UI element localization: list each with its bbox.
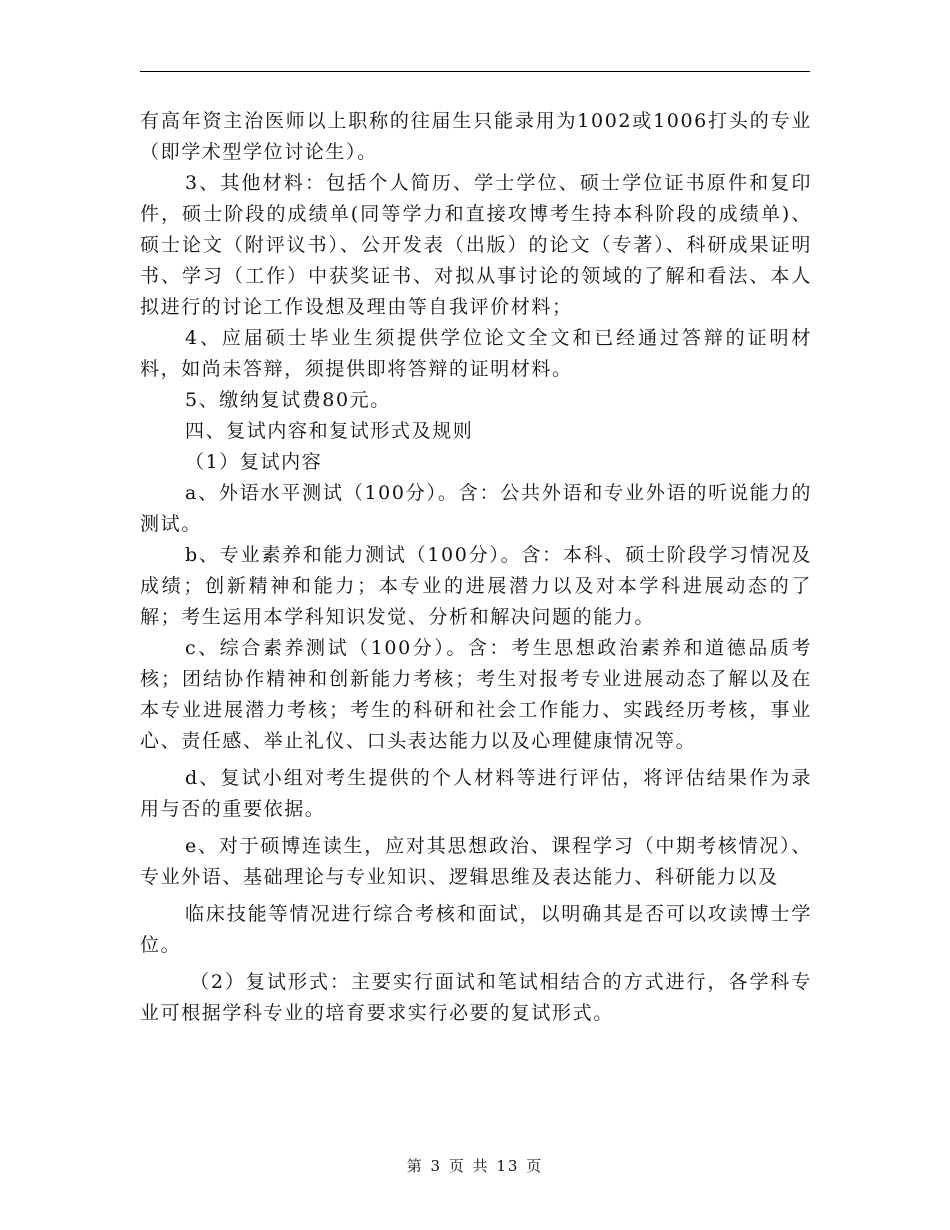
page-number-footer: 第 3 页 共 13 页 xyxy=(406,1157,544,1175)
paragraph-item-b: b、专业素养和能力测试（100分）。含：本科、硕士阶段学习情况及成绩；创新精神和能力；本专业的进展潜力以及对本学科进展动态的了解；考生运用本学科知识发觉、分析和解决问题的能力。 xyxy=(140,544,812,628)
subheading-retest-content: （1）复试内容 xyxy=(185,451,323,473)
paragraph-item-e: e、对于硕博连读生，应对其思想政治、课程学习（中期考核情况）、专业外语、基础理论与专业知识、逻辑思维及表达能力、科研能力以及 xyxy=(140,835,812,888)
paragraph-item-c: c、综合素养测试（100分）。含：考生思想政治素养和道德品质考核；团结协作精神和创新能力考核；考生对报考专业进展动态了解以及在本专业进展潜力考核；考生的科研和社会工作能力、实践经历考核，事业心、责任感、举止礼仪、口头表达能力以及心理健康情况等。 xyxy=(140,637,812,752)
document-body xyxy=(140,106,812,1029)
paragraph-item-4-graduates: 4、应届硕士毕业生须提供学位论文全文和已经通过答辩的证明材料，如尚未答辩，须提供即将答辩的证明材料。 xyxy=(140,327,812,380)
section-heading-4: 四、复试内容和复试形式及规则 xyxy=(185,420,474,442)
paragraph-item-5-fee: 5、缴纳复试费80元。 xyxy=(185,389,391,411)
paragraph-retest-form: （2）复试形式：主要实行面试和笔试相结合的方式进行，各学科专业可根据学科专业的培育要求实行必要的复试形式。 xyxy=(140,971,812,1024)
paragraph-item-3-other-materials: 3、其他材料：包括个人简历、学士学位、硕士学位证书原件和复印件，硕士阶段的成绩单(同等学力和直接攻博考生持本科阶段的成绩单)、硕士论文（附评议书）、公开发表（出版）的论文（专著）、科研成果证明书、学习（工作）中获奖证书、对拟从事讨论的领域的了解和看法、本人拟进行的讨论工作设想及理由等自我评价材料； xyxy=(140,172,812,318)
paragraph-item-e-continued: 临床技能等情况进行综合考核和面试，以明确其是否可以攻读博士学位。 xyxy=(140,903,812,956)
paragraph-continuation: 有高年资主治医师以上职称的往届生只能录用为1002或1006打头的专业（即学术型学位讨论生）。 xyxy=(140,110,812,163)
paragraph-item-a: a、外语水平测试（100分）。含：公共外语和专业外语的听说能力的测试。 xyxy=(140,482,812,535)
header-rule xyxy=(140,71,810,72)
paragraph-item-d: d、复试小组对考生提供的个人材料等进行评估，将评估结果作为录用与否的重要依据。 xyxy=(140,767,812,820)
